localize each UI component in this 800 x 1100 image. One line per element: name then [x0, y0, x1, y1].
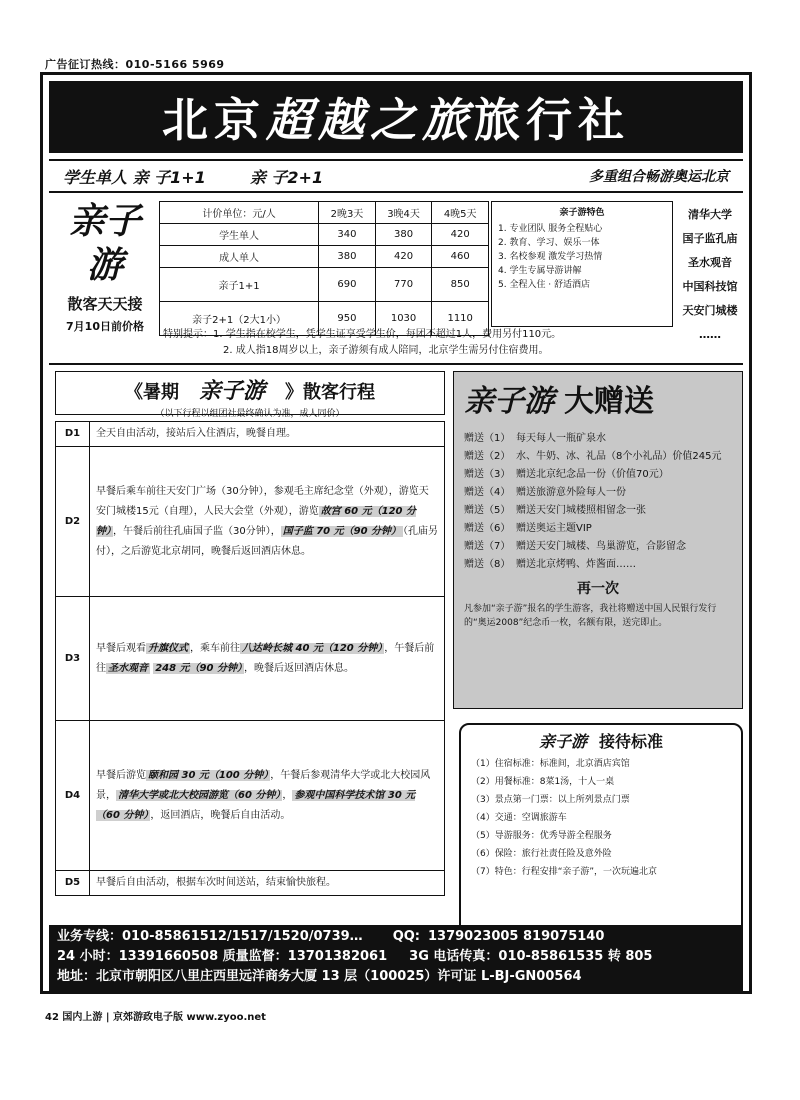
qq-label: QQ:	[392, 929, 420, 944]
contact-bar	[49, 925, 743, 991]
reception-standard-box	[459, 723, 743, 937]
day-label: D1	[56, 422, 90, 447]
day-desc: 早餐后游览 颐和园 30 元（100 分钟） ，午餐后参观清华大学或北大校园风景， 清华大学或北大校园游览（60 分钟） ， 参观中国科学技术馆 30 元（60 分钟） ，返回酒店，晚餐后自由活动。	[90, 721, 445, 871]
price-cell: 950	[319, 302, 376, 336]
price-row	[160, 268, 489, 302]
slogan-student: 学生单人 亲 子1+1	[63, 167, 206, 187]
itinerary-subtitle: （以下行程以组团社最终确认为准，成人同价）	[155, 409, 345, 419]
feature-note-title: 亲子游特色	[559, 208, 605, 218]
price-header: 3晚4天	[375, 202, 432, 224]
brand-subtitle: 散客天天接	[67, 295, 143, 313]
special-notice: 特别提示：1. 学生指在校学生，凭学生证享受学生价，每团不超过1人，费用另付110元。 2. 成人指18周岁以上，亲子游须有成人陪同，北京学生需另付住宿费用。	[163, 329, 562, 356]
itinerary-row	[56, 721, 445, 871]
gift-item: 赠送（5） 赠送天安门城楼照相留念一张	[464, 505, 646, 516]
price-header: 2晚3天	[319, 202, 376, 224]
itinerary-title-box	[55, 371, 445, 419]
price-cell: 850	[432, 268, 489, 302]
brand-price-note: 7月10日前价格	[66, 320, 144, 333]
sight-item: 国子监孔庙	[682, 232, 738, 245]
gift-more: 再一次	[577, 581, 619, 597]
itinerary-title: 《暑期 亲子游 》散客行程	[124, 379, 375, 404]
price-cell: 460	[432, 246, 489, 268]
sight-item: 圣水观音	[688, 256, 732, 269]
day-label: D4	[56, 721, 90, 871]
feature-note-line: 1. 专业团队 服务全程贴心	[498, 224, 603, 234]
brand-block	[57, 199, 153, 359]
day-label: D2	[56, 447, 90, 597]
day-desc: 早餐后乘车前往天安门广场（30分钟），参观毛主席纪念堂（外观），游览天安门城楼15元（自理），人民大会堂（外观），游览 故宫 60 元（120 分钟） ，午餐后前往孔庙国子监（30分钟）， 国子监 70 元（90 分钟） （孔庙另付），之后游览北京胡同，晚餐后返回酒店休息。	[90, 447, 445, 597]
section-divider	[49, 363, 743, 365]
price-label: 成人单人	[160, 246, 319, 268]
day-label: D3	[56, 597, 90, 721]
reception-item: （7）特色：行程安排“亲子游”，一次玩遍北京	[471, 867, 658, 877]
agency-name: 北京超越之旅旅行社	[162, 93, 630, 147]
price-label: 亲子2+1（2大1小）	[160, 302, 319, 336]
feature-note-line: 5. 全程入住 · 舒适酒店	[498, 280, 591, 290]
itinerary-row	[56, 447, 445, 597]
price-cell: 770	[375, 268, 432, 302]
price-table	[159, 201, 489, 336]
sight-item: 清华大学	[688, 208, 732, 221]
price-cell: 380	[319, 246, 376, 268]
gift-title: 亲子游 大赠送	[464, 384, 654, 419]
day-desc: 全天自由活动，接站后入住酒店，晚餐自理。	[90, 422, 445, 447]
sights-list	[675, 203, 745, 347]
sight-item: ……	[699, 328, 721, 341]
sight-item: 中国科技馆	[682, 280, 738, 293]
address-license: 地址：北京市朝阳区八里庄西里远洋商务大厦 13 层（100025）许可证 L-BJ-GN00564	[57, 969, 582, 984]
gift-item: 赠送（4） 赠送旅游意外险每人一份	[464, 487, 626, 498]
reception-item: （5）导游服务：优秀导游全程服务	[471, 831, 612, 841]
reception-item: （3）景点第一门票：以上所列景点门票	[471, 795, 630, 805]
price-cell: 1110	[432, 302, 489, 336]
slogan-bar	[49, 159, 743, 193]
business-line: 业务专线：010-85861512/1517/1520/0739…	[57, 929, 363, 944]
slogan-family: 亲 子2+1	[249, 167, 324, 187]
price-row	[160, 246, 489, 268]
feature-note-line: 2. 教育、学习、娱乐一体	[498, 238, 600, 248]
price-cell: 380	[375, 224, 432, 246]
ad-frame	[40, 72, 752, 994]
ad-hotline: 广告征订热线：010-5166 5969	[45, 58, 225, 71]
reception-item: （1）住宿标准：标准间，北京酒店宾馆	[471, 759, 630, 769]
sight-item: 天安门城楼	[682, 304, 738, 317]
qq-numbers: 1379023005 819075140	[428, 929, 605, 944]
price-cell: 340	[319, 224, 376, 246]
feature-note-line: 4. 学生专属导游讲解	[498, 266, 582, 276]
fax-line: 3G 电话传真：010-85861535 转 805	[409, 949, 653, 964]
gift-item: 赠送（8） 赠送北京烤鸭、炸酱面……	[464, 559, 636, 570]
hotline-24h: 24 小时：13391660508 质量监督：13701382061	[57, 949, 388, 964]
reception-item: （2）用餐标准：8菜1汤，十人一桌	[471, 777, 615, 787]
gift-item: 赠送（3） 赠送北京纪念品一份（价值70元）	[464, 469, 669, 480]
agency-banner	[49, 81, 743, 153]
price-cell: 420	[375, 246, 432, 268]
gift-item: 赠送（1） 每天每人一瓶矿泉水	[464, 433, 606, 444]
price-cell: 1030	[375, 302, 432, 336]
price-label: 亲子1+1	[160, 268, 319, 302]
gift-item: 赠送（7） 赠送天安门城楼、鸟巢游览，合影留念	[464, 541, 686, 552]
reception-item: （4）交通：空调旅游车	[471, 813, 567, 823]
gift-item: 赠送（2） 水、牛奶、冰、礼品（8个小礼品）价值245元	[464, 451, 722, 462]
price-cell: 690	[319, 268, 376, 302]
brand-logo: 亲子游	[68, 200, 141, 286]
feature-note-box	[491, 201, 673, 327]
feature-note-line: 3. 名校参观 激发学习热情	[498, 252, 603, 262]
reception-title: 亲子游 接待标准	[538, 732, 664, 751]
price-cell: 420	[432, 224, 489, 246]
day-desc: 早餐后自由活动，根据车次时间送站，结束愉快旅程。	[90, 871, 445, 896]
gift-item: 赠送（6） 赠送奥运主题VIP	[464, 523, 592, 534]
day-label: D5	[56, 871, 90, 896]
itinerary-table	[55, 421, 445, 896]
gift-section	[453, 371, 743, 709]
reception-item: （6）保险：旅行社责任险及意外险	[471, 849, 612, 859]
price-row	[160, 224, 489, 246]
gift-note: 凡参加“亲子游”报名的学生游客，我社将赠送中国人民银行发行的“奥运2008”纪念币一枚，名额有限，送完即止。	[464, 604, 717, 628]
itinerary-row	[56, 597, 445, 721]
itinerary-row	[56, 422, 445, 447]
page-footer: 42 国内上游 | 京郊游政电子版 www.zyoo.net	[45, 1012, 266, 1023]
day-desc: 早餐后观看 升旗仪式 ，乘车前往 八达岭长城 40 元（120 分钟） ，午餐后前往 圣水观音 248 元（90 分钟） ，晚餐后返回酒店休息。	[90, 597, 445, 721]
price-header-row	[160, 202, 489, 224]
price-header: 计价单位：元/人	[160, 202, 319, 224]
itinerary-row	[56, 871, 445, 896]
price-label: 学生单人	[160, 224, 319, 246]
slogan-olympic: 多重组合畅游奥运北京	[589, 169, 729, 185]
price-header: 4晚5天	[432, 202, 489, 224]
